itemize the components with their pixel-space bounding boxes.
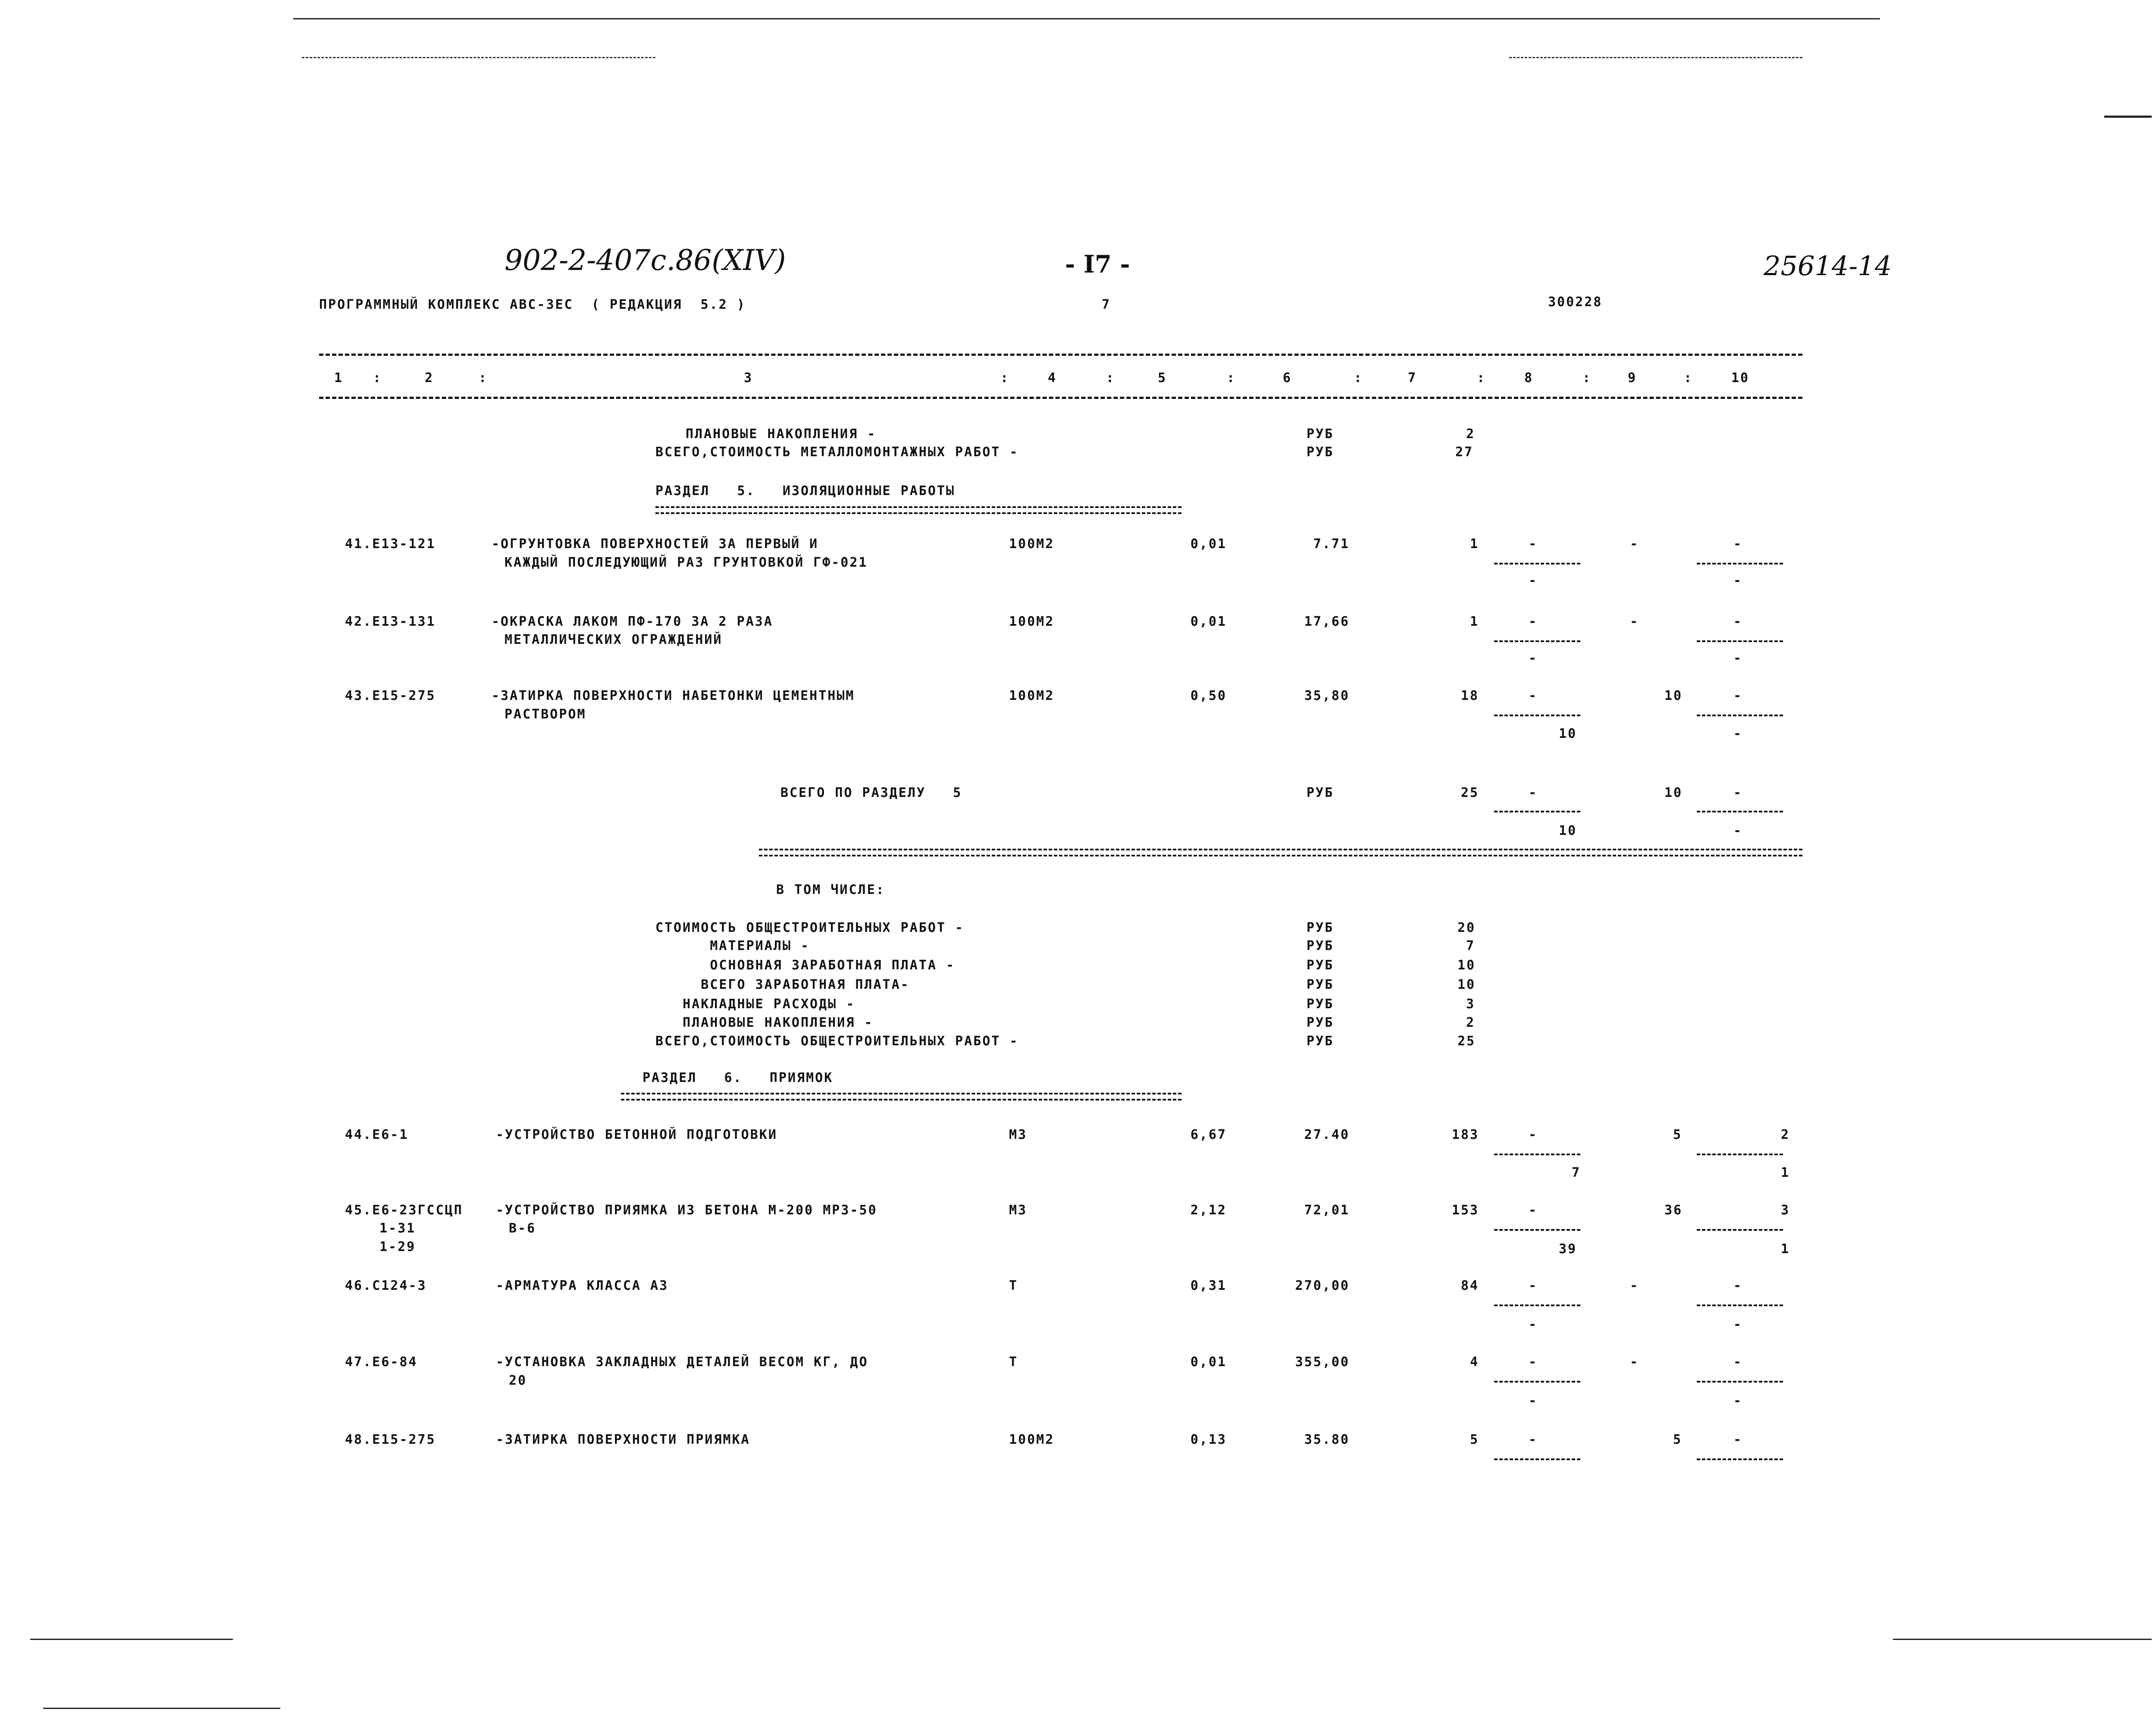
section-total-col8: - — [1529, 785, 1538, 800]
col10-subrule — [1697, 1381, 1783, 1383]
breakdown-unit: РУБ — [1307, 938, 1334, 953]
row-col9: 10 — [1664, 688, 1683, 703]
section-total-col10-lower: - — [1733, 823, 1743, 838]
header-rule-top — [319, 354, 1802, 356]
row-cost: 18 — [1460, 688, 1479, 703]
col-sep: : — [1684, 370, 1693, 386]
col8-subrule — [1494, 1458, 1580, 1460]
row-col10: - — [1733, 1278, 1743, 1293]
col10-subrule — [1697, 1154, 1783, 1155]
row-quantity: 0,01 — [1190, 1355, 1227, 1370]
row-description-cont: КАЖДЫЙ ПОСЛЕДУЮЩИЙ РАЗ ГРУНТОВКОЙ ГФ-021 — [505, 555, 868, 570]
col8-subrule — [1494, 1229, 1580, 1231]
row-col10: - — [1733, 536, 1743, 552]
col10-subrule — [1697, 715, 1783, 716]
section-total-value: 25 — [1460, 785, 1479, 800]
row-col10: - — [1733, 1355, 1743, 1370]
metal-works-total-unit: РУБ — [1307, 445, 1334, 460]
row-col10: 2 — [1781, 1127, 1790, 1142]
breakdown-label: ПЛАНОВЫЕ НАКОПЛЕНИЯ - — [655, 1015, 874, 1030]
row-col10-lower: 1 — [1781, 1165, 1790, 1180]
including-title: В ТОМ ЧИСЛЕ: — [776, 882, 885, 897]
col-5: 5 — [1158, 370, 1167, 386]
col8-subrule — [1494, 715, 1580, 716]
col8-subrule — [1494, 1304, 1580, 1306]
row-description: -УСТРОЙСТВО ПРИЯМКА ИЗ БЕТОНА М-200 МРЗ-50 — [496, 1203, 877, 1218]
document-code: 300228 — [1548, 295, 1603, 310]
col8-subrule — [1494, 811, 1580, 812]
col10-subrule — [1697, 563, 1783, 564]
section-total-col9: 10 — [1664, 785, 1683, 800]
row-col9: - — [1630, 1355, 1639, 1370]
row-quantity: 6,67 — [1190, 1127, 1227, 1142]
section-6-underline — [621, 1093, 1181, 1101]
col-sep: : — [1583, 370, 1592, 386]
breakdown-label: ВСЕГО ЗАРАБОТНАЯ ПЛАТА- — [655, 977, 910, 992]
col-sep: : — [1000, 370, 1010, 386]
section-5-title: РАЗДЕЛ 5. ИЗОЛЯЦИОННЫЕ РАБОТЫ — [655, 483, 956, 499]
row-unit: М3 — [1009, 1127, 1028, 1142]
col-6: 6 — [1283, 370, 1292, 386]
row-quantity: 0,01 — [1190, 614, 1227, 629]
row-col9: - — [1630, 614, 1639, 629]
row-quantity: 2,12 — [1190, 1203, 1227, 1218]
row-col9: - — [1630, 536, 1639, 552]
section-total-col10: - — [1733, 785, 1743, 800]
col8-subrule — [1494, 1154, 1580, 1155]
breakdown-unit: РУБ — [1307, 1034, 1334, 1049]
row-unit: М3 — [1009, 1203, 1028, 1218]
row-cost: 153 — [1451, 1203, 1479, 1218]
row-unit-price: 72,01 — [1304, 1203, 1350, 1218]
planned-accumulation-unit: РУБ — [1307, 426, 1334, 442]
row-unit-price: 35,80 — [1304, 688, 1350, 703]
col10-subrule — [1697, 811, 1783, 812]
breakdown-value: 10 — [1457, 977, 1476, 992]
row-cost: 183 — [1451, 1127, 1479, 1142]
row-cost: 1 — [1470, 614, 1479, 629]
col-sep: : — [1227, 370, 1236, 386]
planned-accumulation-label: ПЛАНОВЫЕ НАКОПЛЕНИЯ - — [686, 426, 877, 442]
program-title: ПРОГРАММНЫЙ КОМПЛЕКС АВС-3ЕС ( РЕДАКЦИЯ 5.2 ) — [319, 297, 746, 312]
section-total-col8-lower: 10 — [1559, 823, 1577, 838]
row-unit: 100М2 — [1009, 1432, 1055, 1447]
row-col10-lower: - — [1733, 573, 1743, 588]
row-description-cont: В-6 — [509, 1221, 536, 1236]
row-col8: - — [1529, 1127, 1538, 1142]
breakdown-label: СТОИМОСТЬ ОБЩЕСТРОИТЕЛЬНЫХ РАБОТ - — [655, 920, 965, 935]
breakdown-unit: РУБ — [1307, 977, 1334, 992]
col10-subrule — [1697, 1458, 1783, 1460]
col-sep: : — [1106, 370, 1116, 386]
breakdown-unit: РУБ — [1307, 920, 1334, 935]
breakdown-value: 20 — [1457, 920, 1476, 935]
row-cost: 4 — [1470, 1355, 1479, 1370]
col-sep: : — [1477, 370, 1486, 386]
row-col8: - — [1529, 536, 1538, 552]
col-sep: : — [373, 370, 382, 386]
bottom-scan-line-right — [1893, 1639, 2152, 1640]
section-6-title: РАЗДЕЛ 6. ПРИЯМОК — [642, 1070, 834, 1085]
row-cost: 5 — [1470, 1432, 1479, 1447]
row-unit: 100М2 — [1009, 614, 1055, 629]
row-code: 44.Е6-1 — [345, 1127, 409, 1142]
bottom-scan-line-left — [30, 1639, 233, 1640]
col-1: 1 — [334, 370, 344, 386]
col-3: 3 — [744, 370, 753, 386]
row-description: -УСТАНОВКА ЗАКЛАДНЫХ ДЕТАЛЕЙ ВЕСОМ КГ, ДО — [496, 1355, 868, 1370]
breakdown-unit: РУБ — [1307, 997, 1334, 1012]
row-description: -УСТРОЙСТВО БЕТОННОЙ ПОДГОТОВКИ — [496, 1127, 777, 1142]
row-col10: - — [1733, 1432, 1743, 1447]
section-total-unit: РУБ — [1307, 785, 1334, 800]
row-unit-price: 35.80 — [1304, 1432, 1350, 1447]
mid-mark: 7 — [1102, 297, 1111, 312]
handwritten-project-code: 902-2-407с.86(XIV) — [505, 244, 786, 277]
section-5-total-rule — [759, 849, 1802, 856]
row-col10: - — [1733, 688, 1743, 703]
row-description-cont: РАСТВОРОМ — [505, 707, 586, 722]
row-col10: 3 — [1781, 1203, 1790, 1218]
row-col9: 5 — [1673, 1432, 1683, 1447]
top-scan-dash-right — [1509, 57, 1802, 58]
row-col8: - — [1529, 1432, 1538, 1447]
row-col8-lower: - — [1529, 1317, 1538, 1332]
breakdown-unit: РУБ — [1307, 1015, 1334, 1030]
row-unit-price: 270,00 — [1295, 1278, 1350, 1293]
row-unit-price: 17,66 — [1304, 614, 1350, 629]
corner-mark — [43, 1708, 280, 1709]
row-quantity: 0,31 — [1190, 1278, 1227, 1293]
top-scan-line — [293, 18, 1880, 19]
row-description-cont: 20 — [509, 1373, 527, 1388]
row-cost: 1 — [1470, 536, 1479, 552]
metal-works-total-value: 27 — [1455, 445, 1474, 460]
col10-subrule — [1697, 1229, 1783, 1231]
row-unit-price: 7.71 — [1313, 536, 1350, 552]
row-col10: - — [1733, 614, 1743, 629]
row-description: -АРМАТУРА КЛАССА А3 — [496, 1278, 669, 1293]
row-col8: - — [1529, 688, 1538, 703]
col-sep: : — [1354, 370, 1363, 386]
row-col10-lower: 1 — [1781, 1242, 1790, 1257]
col8-subrule — [1494, 640, 1580, 642]
row-col10-lower: - — [1733, 726, 1743, 741]
row-cost: 84 — [1460, 1278, 1479, 1293]
archive-number: 25614-14 — [1764, 250, 1892, 282]
header-rule-bottom — [319, 397, 1802, 399]
row-col8-lower: - — [1529, 1393, 1538, 1408]
row-col8-lower: 39 — [1559, 1242, 1577, 1257]
col-sep: : — [479, 370, 488, 386]
row-quantity: 0,01 — [1190, 536, 1227, 552]
metal-works-total-label: ВСЕГО,СТОИМОСТЬ МЕТАЛЛОМОНТАЖНЫХ РАБОТ - — [655, 445, 1019, 460]
row-col8: - — [1529, 1278, 1538, 1293]
row-col9: 5 — [1673, 1127, 1683, 1142]
breakdown-value: 25 — [1457, 1034, 1476, 1049]
breakdown-value: 2 — [1466, 1015, 1476, 1030]
row-col8-lower: 10 — [1559, 726, 1577, 741]
col-8: 8 — [1524, 370, 1534, 386]
row-quantity: 0,13 — [1190, 1432, 1227, 1447]
col-2: 2 — [425, 370, 434, 386]
row-code: 43.Е15-275 — [345, 688, 436, 703]
row-unit-price: 27.40 — [1304, 1127, 1350, 1142]
row-description: -ЗАТИРКА ПОВЕРХНОСТИ ПРИЯМКА — [496, 1432, 750, 1447]
col10-subrule — [1697, 640, 1783, 642]
breakdown-label: НАКЛАДНЫЕ РАСХОДЫ - — [655, 997, 856, 1012]
row-code: 41.Е13-121 — [345, 536, 436, 552]
row-code-line2: 1-31 — [379, 1221, 416, 1236]
row-col8: - — [1529, 614, 1538, 629]
row-col8: - — [1529, 1355, 1538, 1370]
row-code: 42.Е13-131 — [345, 614, 436, 629]
row-unit: Т — [1009, 1278, 1018, 1293]
breakdown-value: 10 — [1457, 958, 1476, 973]
col10-subrule — [1697, 1304, 1783, 1306]
col8-subrule — [1494, 563, 1580, 564]
row-description: -ОКРАСКА ЛАКОМ ПФ-170 ЗА 2 РАЗА — [492, 614, 773, 629]
col-4: 4 — [1048, 370, 1057, 386]
breakdown-label: ВСЕГО,СТОИМОСТЬ ОБЩЕСТРОИТЕЛЬНЫХ РАБОТ - — [655, 1034, 1019, 1049]
row-col10-lower: - — [1733, 1317, 1743, 1332]
row-code: 47.Е6-84 — [345, 1355, 418, 1370]
row-unit-price: 355,00 — [1295, 1355, 1350, 1370]
section-total-label: ВСЕГО ПО РАЗДЕЛУ 5 — [780, 785, 962, 800]
row-unit: 100М2 — [1009, 536, 1055, 552]
row-col8-lower: 7 — [1572, 1165, 1581, 1180]
col8-subrule — [1494, 1381, 1580, 1383]
row-description: -ЗАТИРКА ПОВЕРХНОСТИ НАБЕТОНКИ ЦЕМЕНТНЫМ — [492, 688, 855, 703]
section-5-underline — [655, 506, 1181, 514]
row-code: 48.Е15-275 — [345, 1432, 436, 1447]
col-10: 10 — [1731, 370, 1750, 386]
row-col8: - — [1529, 1203, 1538, 1218]
top-scan-dash-left — [302, 57, 655, 58]
row-code: 45.Е6-23ГССЦП — [345, 1203, 463, 1218]
row-col9: - — [1630, 1278, 1639, 1293]
page-number: - I7 - — [1065, 250, 1130, 279]
col-9: 9 — [1628, 370, 1637, 386]
row-unit: Т — [1009, 1355, 1018, 1370]
row-code: 46.С124-3 — [345, 1278, 427, 1293]
breakdown-label: МАТЕРИАЛЫ - — [655, 938, 810, 953]
col-7: 7 — [1408, 370, 1417, 386]
row-col8-lower: - — [1529, 573, 1538, 588]
planned-accumulation-value: 2 — [1466, 426, 1476, 442]
breakdown-value: 3 — [1466, 997, 1476, 1012]
row-quantity: 0,50 — [1190, 688, 1227, 703]
row-col10-lower: - — [1733, 1393, 1743, 1408]
breakdown-value: 7 — [1466, 938, 1476, 953]
row-description: -ОГРУНТОВКА ПОВЕРХНОСТЕЙ ЗА ПЕРВЫЙ И — [492, 536, 819, 552]
row-unit: 100М2 — [1009, 688, 1055, 703]
row-col9: 36 — [1664, 1203, 1683, 1218]
row-code-line3: 1-29 — [379, 1239, 416, 1254]
row-col10-lower: - — [1733, 651, 1743, 666]
row-col8-lower: - — [1529, 651, 1538, 666]
breakdown-label: ОСНОВНАЯ ЗАРАБОТНАЯ ПЛАТА - — [655, 958, 956, 973]
breakdown-unit: РУБ — [1307, 958, 1334, 973]
right-edge-mark — [2104, 116, 2152, 118]
row-description-cont: МЕТАЛЛИЧЕСКИХ ОГРАЖДЕНИЙ — [505, 632, 723, 647]
